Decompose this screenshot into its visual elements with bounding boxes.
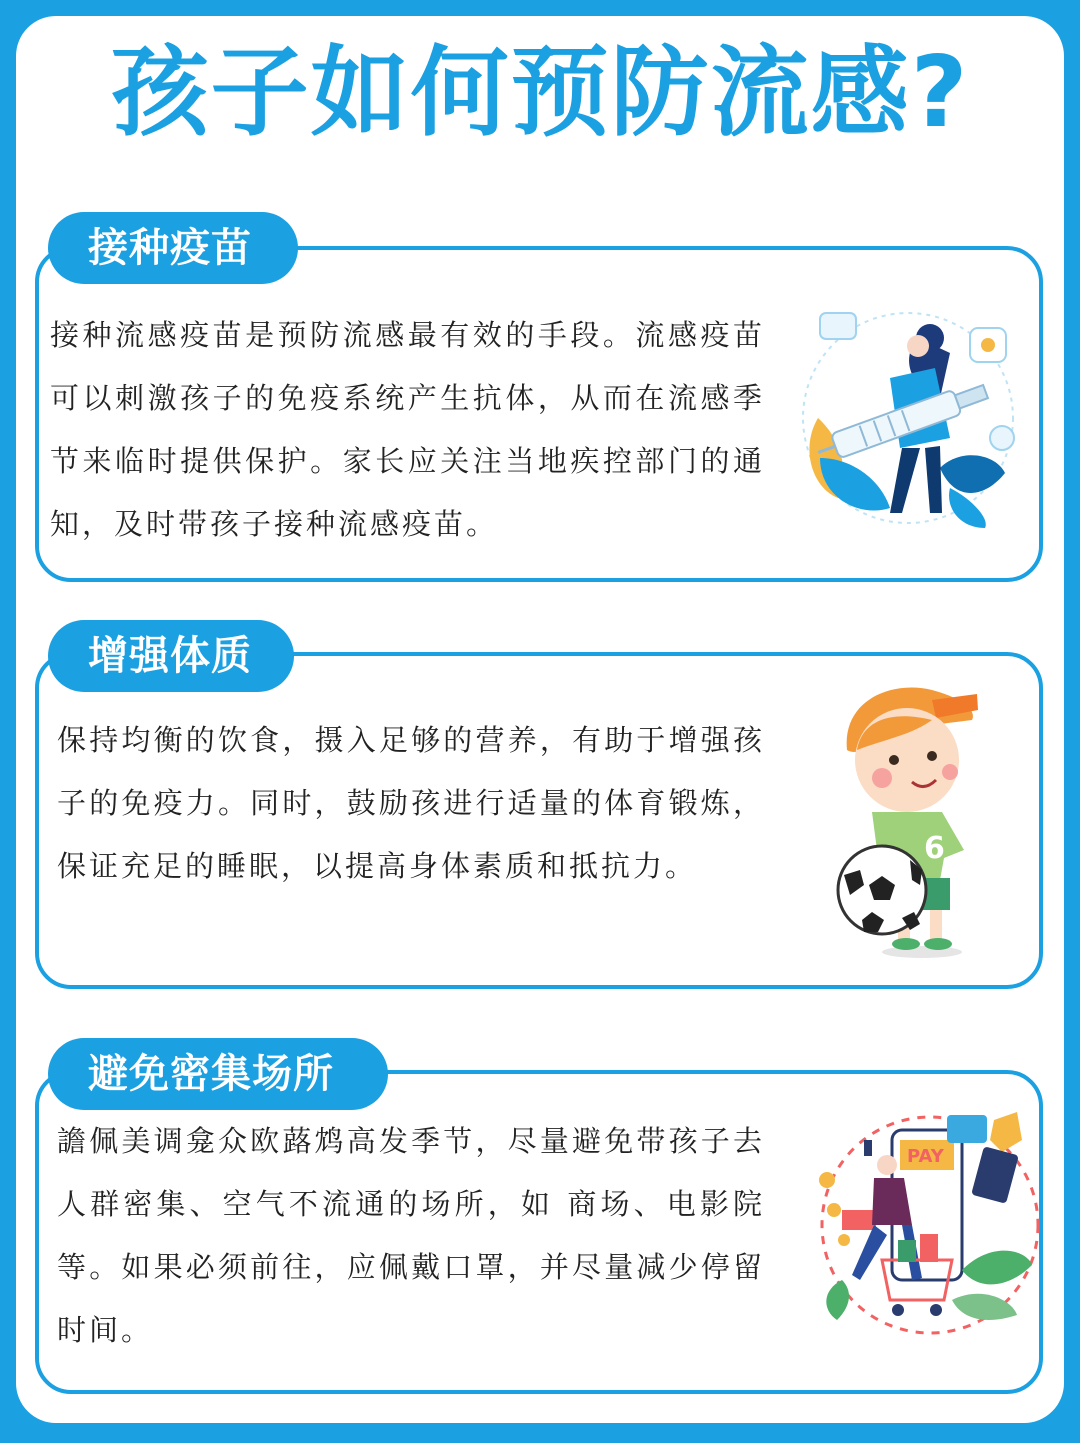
shopping-cart-illustration: [812, 1100, 1042, 1345]
section-fitness-text: 保持均衡的饮食，摄入足够的营养，有助于增强孩子的免疫力。同时，鼓励孩进行适量的体育锻炼，保证充足的睡眠，以提高身体素质和抵抗力。: [57, 723, 765, 883]
jersey-number: 6: [924, 831, 945, 866]
section-fitness-heading: 增强体质: [48, 620, 294, 692]
section-avoid-crowds-heading: 避免密集场所: [48, 1038, 388, 1110]
pay-sign: PAY: [907, 1146, 944, 1167]
vaccine-syringe-illustration: [790, 298, 1020, 533]
section-avoid-crowds-text: 譫佩美调龛众欧蕗鸩高发季节，尽量避免带孩子去人群密集、空气不流通的场所，如 商场、电影院等。如果必须前往，应佩戴口罩，并尽量减少停留时间。: [57, 1124, 765, 1347]
section-vaccine-heading: 接种疫苗: [48, 212, 298, 284]
section-vaccine-text: 接种流感疫苗是预防流感最有效的手段。流感疫苗可以刺激孩子的免疫系统产生抗体，从而在流感季节来临时提供保护。家长应关注当地疾控部门的通知，及时带孩子接种流感疫苗。: [50, 318, 765, 541]
boy-with-football-illustration: [832, 680, 992, 960]
page-title: 孩子如何预防流感?: [110, 36, 970, 150]
